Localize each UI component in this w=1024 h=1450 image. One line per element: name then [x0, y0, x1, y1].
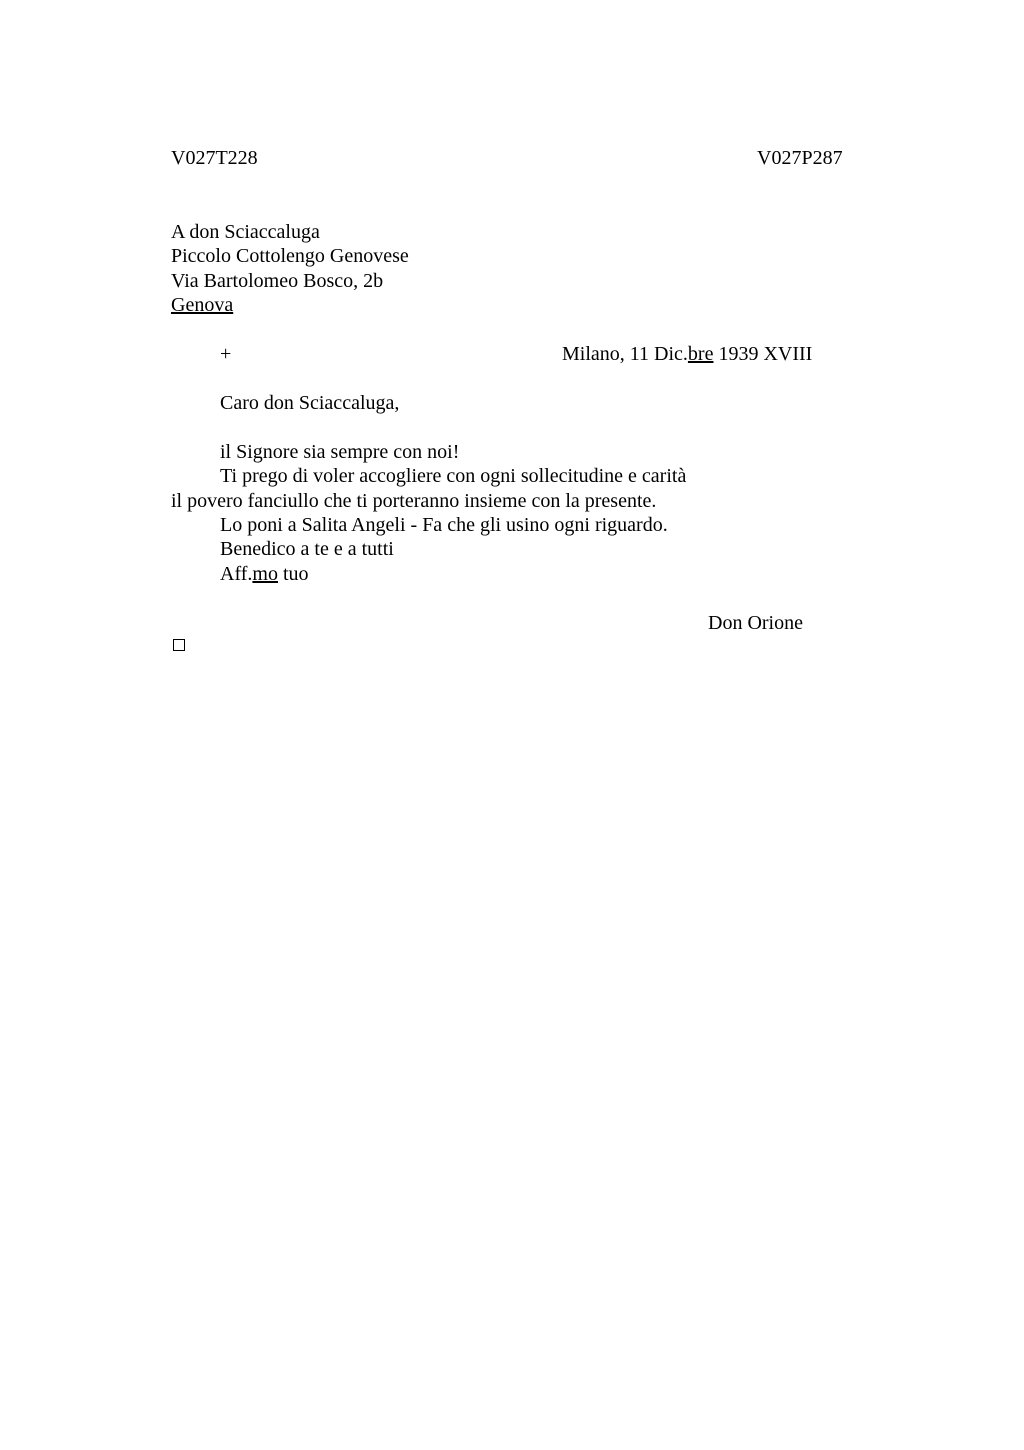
salutation: Caro don Sciaccaluga, — [220, 392, 400, 414]
dateline-place-day: Milano, 11 Dic. — [562, 343, 688, 365]
address-line-3: Via Bartolomeo Bosco, 2b — [171, 270, 384, 292]
address-line-2: Piccolo Cottolengo Genovese — [171, 245, 409, 267]
closing — [220, 562, 309, 586]
end-square-icon — [173, 639, 185, 651]
closing-prefix: Aff. — [220, 563, 253, 585]
body-line-4: Lo poni a Salita Angeli - Fa che gli usino ogni riguardo. — [220, 514, 668, 536]
body-line-3: il povero fanciullo che ti porteranno insieme con la presente. — [171, 490, 657, 512]
closing-suffix: mo — [252, 563, 278, 585]
left-code: V027T228 — [171, 147, 258, 169]
address-line-1: A don Sciaccaluga — [171, 221, 320, 243]
signature: Don Orione — [708, 612, 803, 634]
dateline-month-suffix: bre — [687, 343, 714, 365]
body-line-2: Ti prego di voler accogliere con ogni sollecitudine e carità — [220, 465, 687, 487]
right-code: V027P287 — [757, 147, 843, 169]
dateline — [562, 342, 812, 366]
body-line-5: Benedico a te e a tutti — [220, 538, 394, 560]
closing-end: tuo — [277, 563, 309, 585]
body-line-1: il Signore sia sempre con noi! — [220, 441, 460, 463]
cross-mark: + — [220, 343, 232, 365]
address-city: Genova — [171, 294, 234, 316]
dateline-year: 1939 XVIII — [713, 343, 813, 365]
